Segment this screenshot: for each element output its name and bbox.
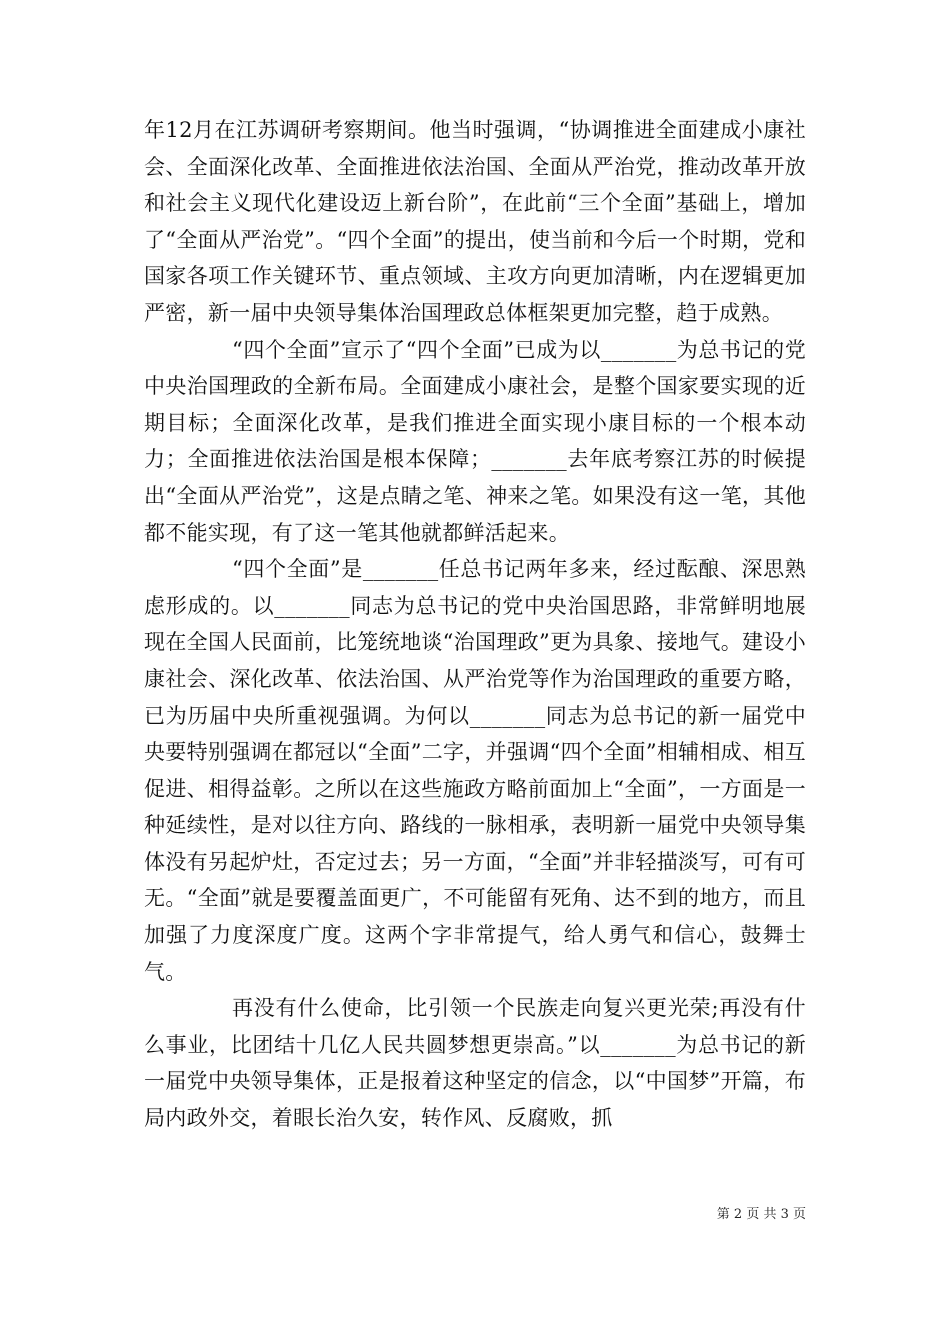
page-number-footer: 第 2 页 共 3 页	[716, 1207, 806, 1222]
paragraph-3: “四个全面”是_______任总书记两年多来，经过酝酿、深思熟虑形成的。以_______同志为总书记的党中央治国思路，非常鲜明地展现在全国人民面前，比笼统地谈“治国理政”更为具象、接地气。建设小康社会、深化改革、依法治国、从严治党等作为治国理政的重要方略，已为历届中央所重视强调。为何以_______同志为总书记的新一届党中央要特别强调在都冠以“全面”二字，并强调“四个全面”相辅相成、相互促进、相得益彰。之所以在这些施政方略前面加上“全面”，一方面是一种延续性，是对以往方向、路线的一脉相承，表明新一届党中央领导集体没有另起炉灶，否定过去；另一方面，“全面”并非轻描淡写，可有可无。“全面”就是要覆盖面更广，不可能留有死角、达不到的地方，而且加强了力度深度广度。这两个字非常提气，给人勇气和信心，鼓舞士气。	[144, 557, 806, 984]
page-body	[144, 112, 806, 1137]
paragraph-1: 年12月在江苏调研考察期间。他当时强调，“协调推进全面建成小康社会、全面深化改革、全面推进依法治国、全面从严治党，推动改革开放和社会主义现代化建设迈上新台阶”，在此前“三个全面”基础上，增加了“全面从严治党”。“四个全面”的提出，使当前和今后一个时期，党和国家各项工作关键环节、重点领域、主攻方向更加清晰，内在逻辑更加严密，新一届中央领导集体治国理政总体框架更加完整，趋于成熟。	[144, 118, 806, 325]
paragraph-2: “四个全面”宣示了“四个全面”已成为以_______为总书记的党中央治国理政的全新布局。全面建成小康社会，是整个国家要实现的近期目标；全面深化改革，是我们推进全面实现小康目标的一个根本动力；全面推进依法治国是根本保障；_______去年底考察江苏的时候提出“全面从严治党”，这是点睛之笔、神来之笔。如果没有这一笔，其他都不能实现，有了这一笔其他就都鲜活起来。	[144, 337, 806, 545]
paragraph-4: 再没有什么使命，比引领一个民族走向复兴更光荣;再没有什么事业，比团结十几亿人民共圆梦想更崇高。”以_______为总书记的新一届党中央领导集体，正是报着这种坚定的信念，以“中国梦”开篇，布局内政外交，着眼长治久安，转作风、反腐败，抓	[144, 996, 806, 1131]
